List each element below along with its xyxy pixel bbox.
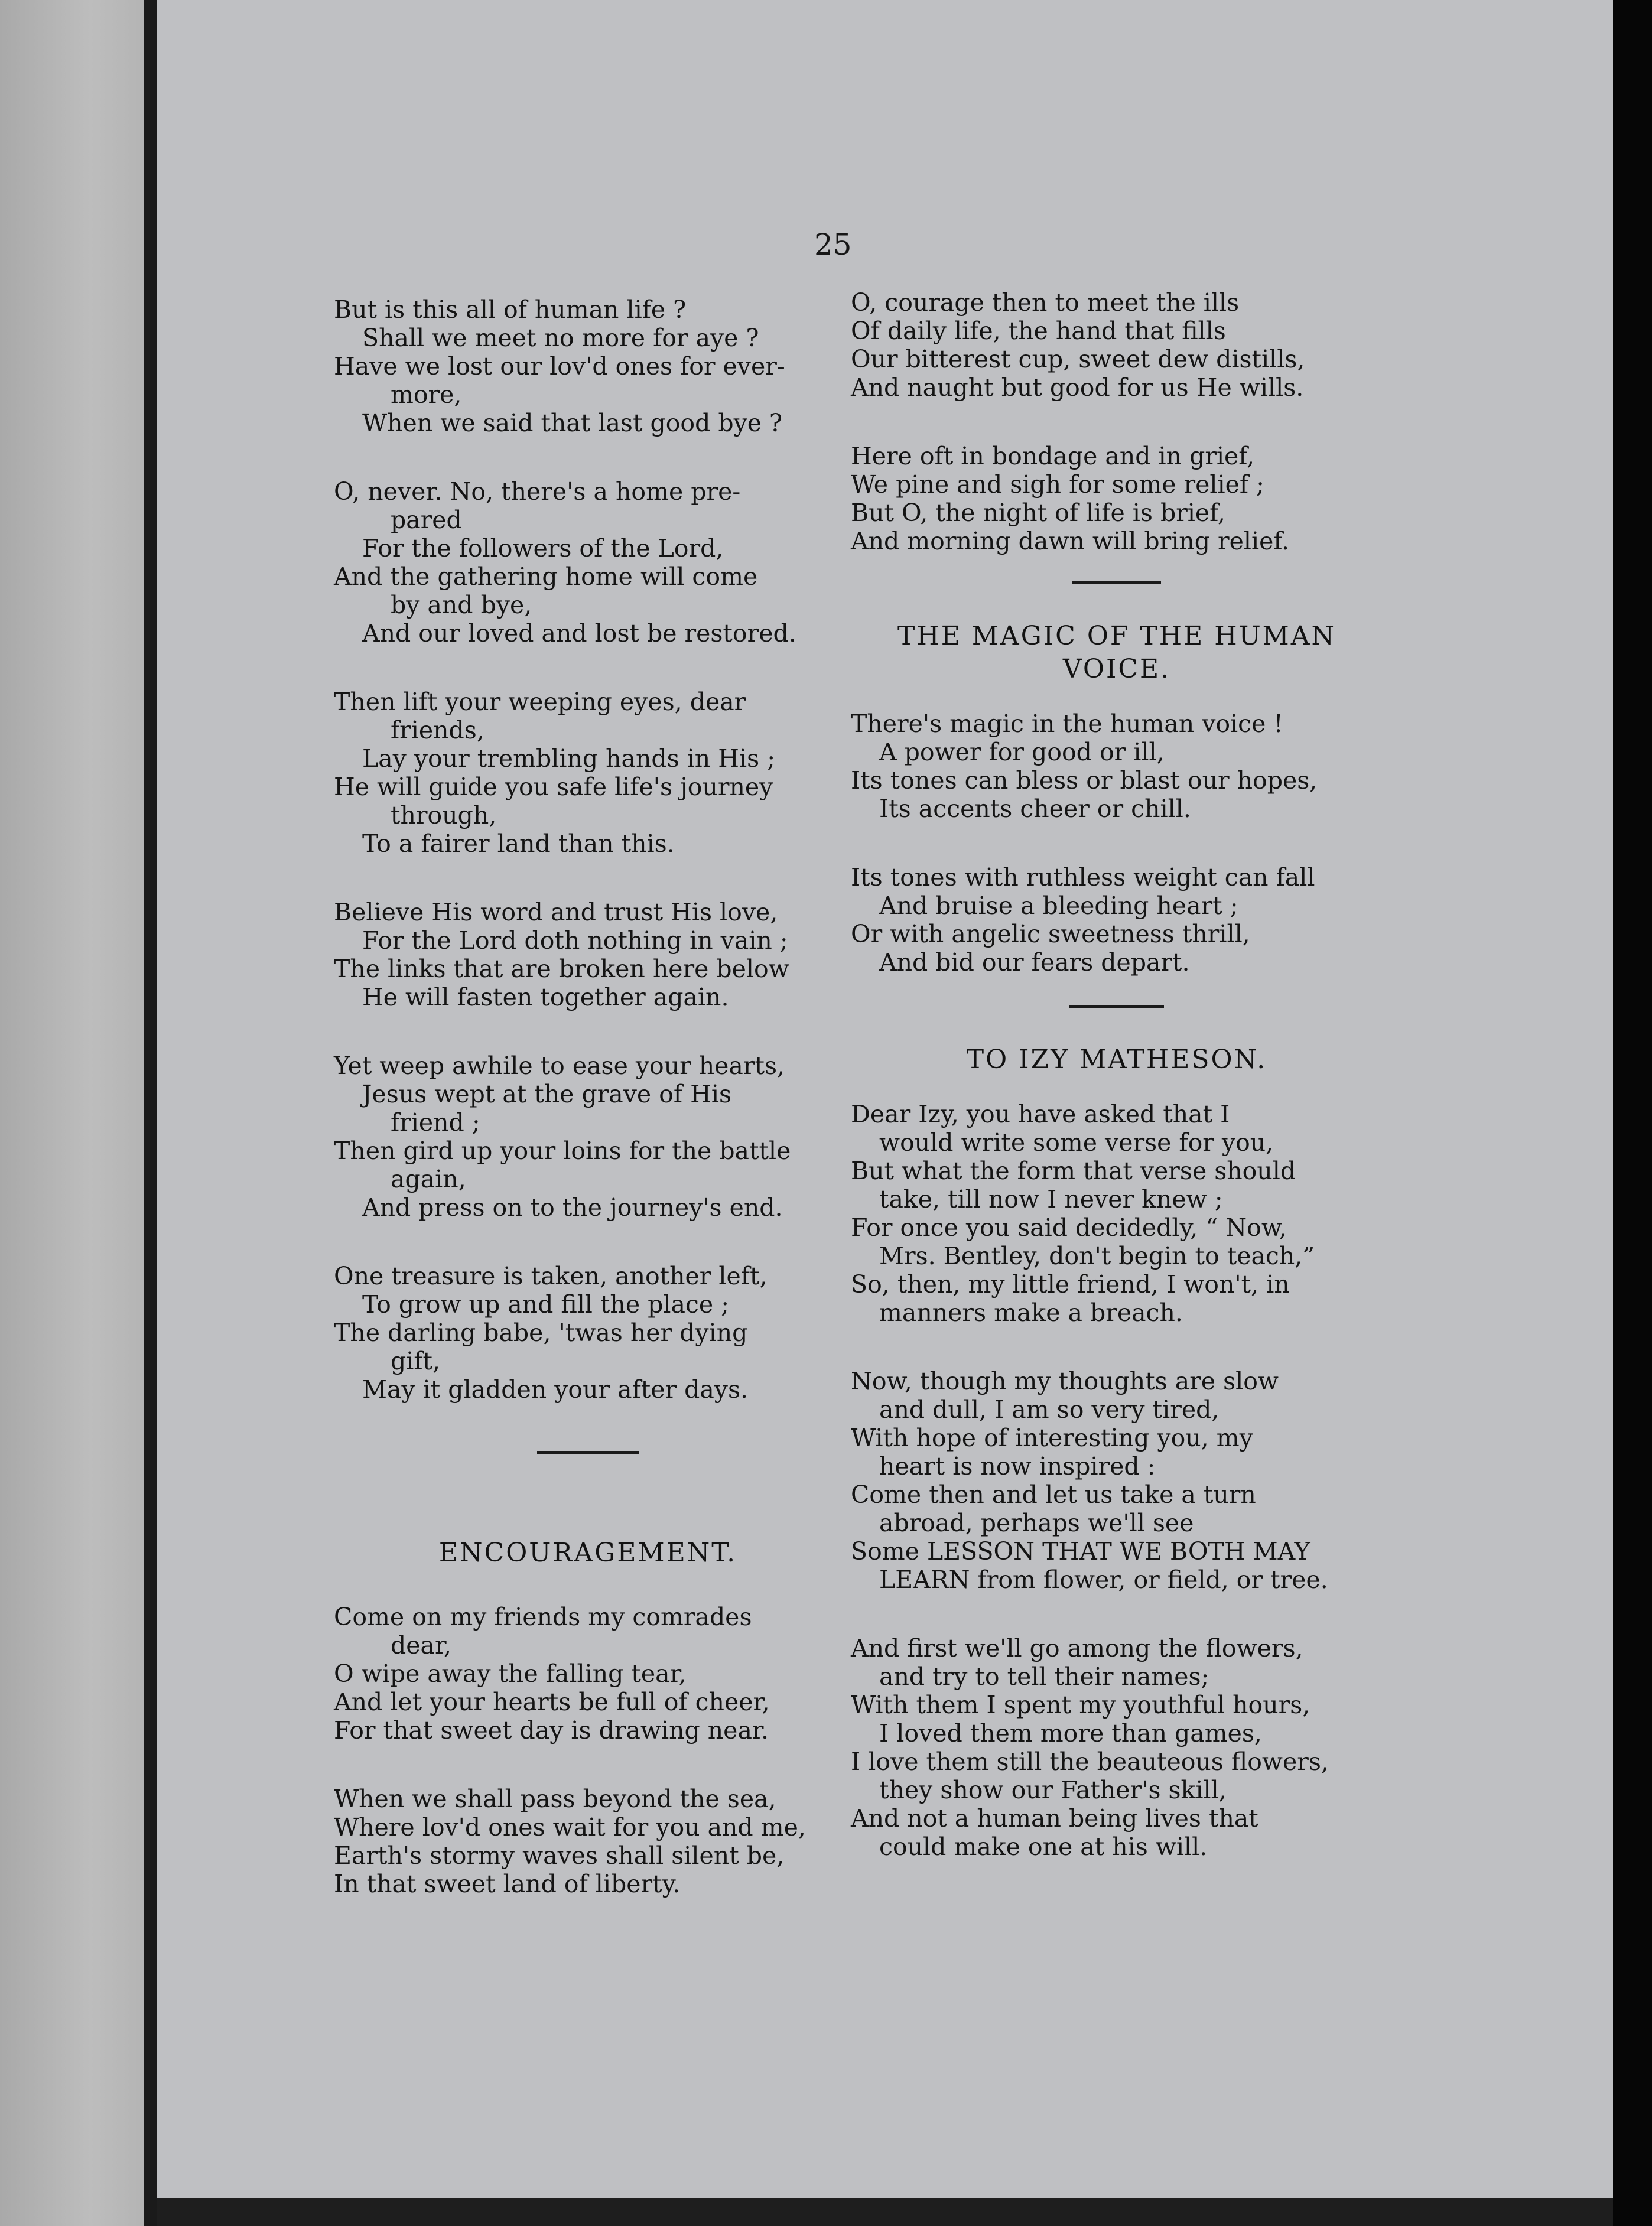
verse-line: I loved them more than games, (879, 1719, 1262, 1747)
verse-line: Some LESSON THAT WE BOTH MAY (851, 1537, 1310, 1566)
verse-line: But O, the night of life is brief, (851, 499, 1225, 527)
verse-line: And naught but good for us He wills. (851, 373, 1304, 402)
verse-line: And bruise a bleeding heart ; (879, 891, 1238, 920)
verse-line: gift, (391, 1347, 441, 1375)
stanza (851, 442, 1383, 555)
left-column (334, 295, 842, 1938)
verse-line: And bid our fears depart. (879, 948, 1190, 977)
verse-line: Where lov'd ones wait for you and me, (334, 1813, 806, 1841)
verse-line: Our bitterest cup, sweet dew distills, (851, 345, 1305, 373)
verse-line: But is this all of human life ? (334, 295, 687, 324)
left-poem (334, 295, 842, 1404)
verse-line: Shall we meet no more for aye ? (362, 324, 759, 352)
verse-line: I love them still the beauteous flowers, (851, 1747, 1329, 1776)
section-divider (1072, 581, 1161, 584)
stanza (334, 477, 842, 647)
verse-line: The links that are broken here below (334, 955, 789, 983)
verse-line: Come on my friends my comrades (334, 1603, 752, 1631)
stanza (334, 1603, 842, 1745)
verse-line: And morning dawn will bring relief. (851, 527, 1290, 555)
verse-line: through, (391, 801, 497, 829)
verse-line: O, courage then to meet the ills (851, 288, 1240, 317)
verse-line: O, never. No, there's a home pre- (334, 477, 741, 506)
verse-line: friend ; (391, 1108, 480, 1137)
verse-line: heart is now inspired : (879, 1452, 1156, 1480)
encouragement-title: ENCOURAGEMENT. (438, 1538, 737, 1568)
verse-line: Or with angelic sweetness thrill, (851, 920, 1250, 948)
verse-line: manners make a breach. (879, 1298, 1183, 1327)
verse-line: could make one at his will. (879, 1833, 1208, 1861)
verse-line: Have we lost our lov'd ones for ever- (334, 352, 785, 380)
izy-poem (851, 1100, 1383, 1861)
verse-line: abroad, perhaps we'll see (879, 1509, 1194, 1537)
verse-line: With them I spent my youthful hours, (851, 1691, 1310, 1719)
verse-line: Dear Izy, you have asked that I (851, 1100, 1230, 1128)
verse-line: Believe His word and trust His love, (334, 898, 778, 926)
verse-line: He will guide you safe life's journey (334, 773, 773, 801)
verse-line: And press on to the journey's end. (362, 1193, 783, 1222)
verse-line: To a fairer land than this. (362, 829, 675, 858)
verse-line: In that sweet land of liberty. (334, 1870, 681, 1898)
stanza (334, 295, 842, 437)
verse-line: For the Lord doth nothing in vain ; (362, 926, 788, 955)
verse-line: and dull, I am so very tired, (879, 1395, 1220, 1424)
right-poem-continuation (851, 288, 1383, 555)
verse-line: We pine and sigh for some relief ; (851, 470, 1264, 499)
verse-line: and try to tell their names; (879, 1662, 1209, 1691)
stanza (334, 1785, 842, 1898)
right-column (851, 288, 1383, 1901)
verse-line: more, (391, 380, 462, 409)
verse-line: One treasure is taken, another left, (334, 1262, 768, 1290)
verse-line: And our loved and lost be restored. (362, 619, 796, 647)
verse-line: Its tones can bless or blast our hopes, (851, 766, 1318, 795)
stanza (851, 288, 1383, 402)
verse-line: When we shall pass beyond the sea, (334, 1785, 776, 1813)
verse-line: O wipe away the falling tear, (334, 1659, 687, 1688)
verse-line: Jesus wept at the grave of His (362, 1080, 732, 1108)
verse-line: Its tones with ruthless weight can fall (851, 863, 1315, 891)
magic-title-line1: THE MAGIC OF THE HUMAN (897, 621, 1336, 651)
encouragement-poem (334, 1603, 842, 1898)
verse-line: again, (391, 1165, 466, 1193)
verse-line: He will fasten together again. (362, 983, 729, 1011)
section-divider (537, 1451, 639, 1454)
verse-line: take, till now I never knew ; (879, 1185, 1223, 1213)
verse-line: Its accents cheer or chill. (879, 795, 1191, 823)
verse-line: For once you said decidedly, “ Now, (851, 1213, 1287, 1242)
magic-title-line2: VOICE. (1062, 654, 1171, 684)
stanza (334, 688, 842, 858)
verse-line: Earth's stormy waves shall silent be, (334, 1841, 785, 1870)
section-divider (1069, 1005, 1164, 1008)
stanza (851, 710, 1383, 823)
stanza (851, 863, 1383, 977)
verse-line: So, then, my little friend, I won't, in (851, 1270, 1290, 1298)
verse-line: Yet weep awhile to ease your hearts, (334, 1052, 785, 1080)
stanza (334, 1052, 842, 1222)
verse-line: dear, (391, 1631, 452, 1659)
magic-poem (851, 710, 1383, 977)
verse-line: LEARN from flower, or field, or tree. (879, 1566, 1328, 1594)
verse-line: For that sweet day is drawing near. (334, 1716, 769, 1745)
verse-line: they show our Father's skill, (879, 1776, 1227, 1804)
verse-line: Here oft in bondage and in grief, (851, 442, 1255, 470)
stanza (334, 1262, 842, 1404)
page-right-edge (1613, 0, 1652, 2226)
verse-line: And not a human being lives that (851, 1804, 1258, 1833)
page-number: 25 (814, 227, 852, 262)
verse-line: Come then and let us take a turn (851, 1480, 1256, 1509)
verse-line: And first we'll go among the flowers, (851, 1634, 1303, 1662)
verse-line: pared (391, 506, 462, 534)
verse-line: When we said that last good bye ? (362, 409, 783, 437)
verse-line: Mrs. Bentley, don't begin to teach,” (879, 1242, 1315, 1270)
verse-line: But what the form that verse should (851, 1157, 1296, 1185)
verse-line: Then gird up your loins for the battle (334, 1137, 791, 1165)
verse-line: would write some verse for you, (879, 1128, 1274, 1157)
verse-line: by and bye, (391, 591, 532, 619)
verse-line: For the followers of the Lord, (362, 534, 724, 562)
stanza (851, 1100, 1383, 1327)
izy-title: TO IZY MATHESON. (966, 1044, 1267, 1075)
verse-line: And let your hearts be full of cheer, (334, 1688, 770, 1716)
verse-line: Now, though my thoughts are slow (851, 1367, 1279, 1395)
verse-line: To grow up and fill the place ; (362, 1290, 730, 1319)
verse-line: A power for good or ill, (879, 738, 1165, 766)
verse-line: And the gathering home will come (334, 562, 758, 591)
verse-line: friends, (391, 716, 484, 744)
facing-page-edge (0, 0, 151, 2226)
stanza (851, 1367, 1383, 1594)
verse-line: Lay your trembling hands in His ; (362, 744, 776, 773)
book-spine (144, 0, 157, 2226)
page-bottom-edge (157, 2198, 1613, 2226)
verse-line: Of daily life, the hand that fills (851, 317, 1226, 345)
stanza (334, 898, 842, 1011)
stanza (851, 1634, 1383, 1861)
verse-line: Then lift your weeping eyes, dear (334, 688, 746, 716)
verse-line: The darling babe, 'twas her dying (334, 1319, 748, 1347)
verse-line: There's magic in the human voice ! (851, 710, 1283, 738)
verse-line: With hope of interesting you, my (851, 1424, 1253, 1452)
verse-line: May it gladden your after days. (362, 1375, 749, 1404)
